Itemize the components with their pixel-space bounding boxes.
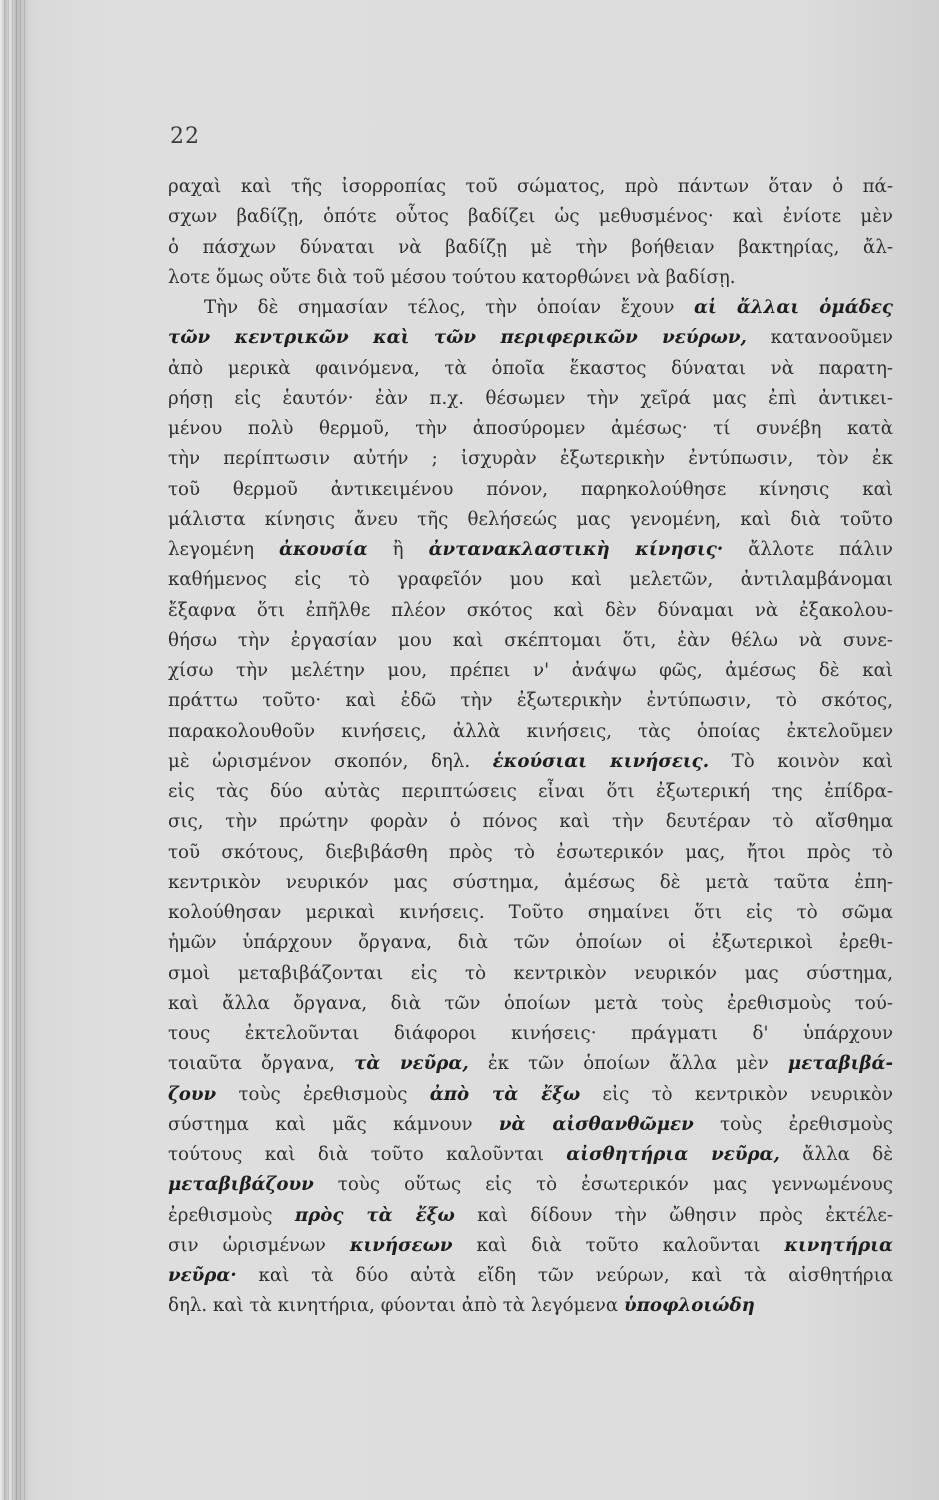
- text-run: εἰς τὰς δύο αὐτὰς περιπτώσεις εἶναι ὅτι ἐξωτερική της ἐπίδρα-: [168, 781, 893, 802]
- text-run: ὁ πάσχων δύναται νὰ βαδίζῃ μὲ τὴν βοήθειαν βακτηρίας, ἄλ-: [168, 236, 893, 258]
- text-line: [168, 959, 893, 989]
- text-run: σμοὶ μεταβιβάζονται εἰς τὸ κεντρικὸν νευρικόν μας σύστημα,: [168, 962, 893, 984]
- text-line: [168, 505, 893, 535]
- text-run: μάλιστα κίνησις ἄνευ τῆς θελήσεώς μας γενομένη, καὶ διὰ τοῦτο: [168, 508, 893, 530]
- page-number: 22: [170, 124, 200, 149]
- text-line: [168, 1170, 893, 1200]
- text-run: Τὴν δὲ σημασίαν τέλος, τὴν ὁποίαν ἔχουν: [204, 297, 695, 318]
- text-line: [168, 233, 893, 263]
- text-run: ρήσῃ εἰς ἑαυτόν· ἐὰν π.χ. θέσωμεν τὴν χεῖρά μας ἐπὶ ἀντικει-: [168, 387, 893, 409]
- text-line: [168, 898, 893, 928]
- text-line: [168, 1049, 893, 1079]
- text-line: [168, 838, 893, 868]
- text-run: δηλ. καὶ τὰ κινητήρια, φύονται ἀπὸ τὰ λεγόμενα: [168, 1295, 624, 1317]
- text-run: μὲ ὡρισμένον σκοπόν, δηλ.: [168, 750, 493, 772]
- emphasized-term: ἑκούσιαι κινήσεις.: [492, 750, 710, 772]
- text-run: τὴν περίπτωσιν αὐτήν ; ἰσχυρὰν ἐξωτερικὴν ἐντύπωσιν, τὸν ἐκ: [168, 448, 893, 470]
- text-line: [168, 1140, 893, 1170]
- text-run: καὶ τὰ δύο αὐτὰ εἴδη τῶν νεύρων, καὶ τὰ αἰσθητήρια: [236, 1265, 893, 1286]
- page-edge-stack: [4, 0, 26, 1500]
- text-run: κολούθησαν μερικαὶ κινήσεις. Τοῦτο σημαίνει ὅτι εἰς τὸ σῶμα: [168, 902, 893, 923]
- text-run: ἄλλα δὲ: [779, 1144, 894, 1165]
- emphasized-term: αἰσθητήρια νεῦρα,: [566, 1144, 780, 1165]
- text-run: ἐκ τῶν ὁποίων ἄλλα μὲν: [468, 1053, 788, 1075]
- text-run: Τὸ κοινὸν καὶ: [709, 750, 893, 772]
- text-run: σχων βαδίζῃ, ὁπότε οὗτος βαδίζει ὡς μεθυσμένος· καὶ ἐνίοτε μὲν: [168, 206, 893, 228]
- emphasized-term: πρὸς τὰ ἔξω: [294, 1204, 455, 1226]
- text-run: καὶ ἄλλα ὄργανα, διὰ τῶν ὁποίων μετὰ τοὺς ἐρεθισμοὺς τού-: [168, 992, 893, 1014]
- text-line: [168, 656, 893, 686]
- text-run: λοτε ὅμως οὔτε διὰ τοῦ μέσου τούτου κατορθώνει νὰ βαδίσῃ.: [168, 266, 736, 288]
- emphasized-term: μεταβιβάζουν: [168, 1174, 314, 1196]
- text-run: εἰς τὸ κεντρικὸν νευρικὸν: [580, 1083, 894, 1105]
- emphasized-term: ἀπὸ τὰ ἔξω: [429, 1083, 581, 1105]
- emphasized-term: νὰ αἰσθανθῶμεν: [498, 1113, 694, 1135]
- text-run: ἡμῶν ὑπάρχουν ὄργανα, διὰ τῶν ὁποίων οἱ ἐξωτερικοὶ ἐρεθι-: [168, 932, 893, 954]
- text-run: καὶ διὰ τοῦτο καλοῦνται: [452, 1234, 785, 1256]
- text-line: [168, 172, 893, 202]
- text-run: καθήμενος εἰς τὸ γραφεῖόν μου καὶ μελετῶν, ἀντιλαμβάνομαι: [168, 569, 893, 591]
- emphasized-term: ἀντανακλαστικὴ κίνησις·: [428, 539, 724, 560]
- text-run: σύστημα καὶ μᾶς κάμνουν: [168, 1113, 499, 1135]
- text-run: παρακολουθοῦν κινήσεις, ἀλλὰ κινήσεις, τὰς ὁποίας ἐκτελοῦμεν: [168, 720, 893, 742]
- text-line: [168, 475, 893, 505]
- text-line: [168, 989, 893, 1019]
- text-run: μένου πολὺ θερμοῦ, τὴν ἀποσύρομεν ἀμέσως· τί συνέβη κατὰ: [168, 418, 893, 439]
- text-run: ἐρεθισμοὺς: [168, 1204, 295, 1226]
- text-line: [168, 807, 893, 837]
- text-run: σιν ὡρισμένων: [168, 1234, 350, 1256]
- text-run: θήσω τὴν ἐργασίαν μου καὶ σκέπτομαι ὅτι, ἐὰν θέλω νὰ συνε-: [168, 629, 893, 651]
- text-line: [168, 1201, 893, 1231]
- text-run: τοῦ σκότους, διεβιβάσθη πρὸς τὸ ἐσωτερικόν μας, ἤτοι πρὸς τὸ: [168, 841, 893, 863]
- text-run: ἢ: [367, 539, 429, 560]
- text-line: [168, 928, 893, 958]
- text-run: τούτους καὶ διὰ τοῦτο καλοῦνται: [168, 1144, 567, 1165]
- text-run: καὶ δίδουν τὴν ὤθησιν πρὸς ἐκτέλε-: [454, 1204, 893, 1226]
- text-run: σις, τὴν πρώτην φορὰν ὁ πόνος καὶ τὴν δευτέραν τὸ αἴσθημα: [168, 811, 893, 833]
- text-run: ἄλλοτε πάλιν: [723, 539, 893, 560]
- emphasized-term: ζουν: [168, 1083, 217, 1105]
- emphasized-term: τῶν κεντρικῶν καὶ τῶν περιφερικῶν νεύρων,: [168, 327, 747, 349]
- text-line: [168, 384, 893, 414]
- emphasized-term: κινητήρια: [784, 1234, 894, 1256]
- text-run: τοὺς ἐρεθισμοὺς: [216, 1083, 430, 1105]
- body-text: [168, 172, 893, 1322]
- text-line: [168, 747, 893, 777]
- emphasized-term: κινήσεων: [349, 1234, 453, 1256]
- text-line: [168, 596, 893, 626]
- text-line: [168, 1019, 893, 1049]
- text-line: [168, 535, 893, 565]
- text-line: [168, 202, 893, 232]
- text-run: κεντρικὸν νευρικόν μας σύστημα, ἀμέσως δὲ μετὰ ταῦτα ἐπη-: [168, 871, 893, 893]
- emphasized-term: νεῦρα·: [168, 1265, 237, 1286]
- text-run: πράττω τοῦτο· καὶ ἐδῶ τὴν ἐξωτερικὴν ἐντύπωσιν, τὸ σκότος,: [168, 690, 893, 712]
- text-line: [168, 626, 893, 656]
- text-run: ἔξαφνα ὅτι ἐπῆλθε πλέον σκότος καὶ δὲν δύναμαι νὰ ἐξακολου-: [168, 599, 893, 621]
- text-run: τοὺς οὕτως εἰς τὸ ἐσωτερικόν μας γεννωμένους: [313, 1174, 893, 1196]
- text-line: [168, 444, 893, 474]
- text-line: [168, 868, 893, 898]
- emphasized-term: ἀκουσία: [279, 539, 368, 560]
- text-line: [168, 1110, 893, 1140]
- text-run: ἀπὸ μερικὰ φαινόμενα, τὰ ὁποῖα ἕκαστος δύναται νὰ παρατη-: [168, 357, 893, 379]
- emphasized-term: τὰ νεῦρα,: [354, 1053, 469, 1075]
- text-run: τοὺς ἐρεθισμοὺς: [693, 1113, 893, 1135]
- text-line: [168, 414, 893, 444]
- text-line: [168, 565, 893, 595]
- emphasized-term: μεταβιβά-: [787, 1053, 893, 1075]
- text-run: λεγομένη: [168, 539, 279, 560]
- text-line: [168, 1261, 893, 1291]
- emphasized-term: αἱ ἄλλαι ὁμάδες: [694, 297, 893, 318]
- text-line: [168, 1291, 893, 1321]
- text-run: κατανοοῦμεν: [746, 327, 893, 349]
- text-line: [168, 777, 893, 807]
- text-run: τοῦ θερμοῦ ἀντικειμένου πόνον, παρηκολούθησε κίνησις καὶ: [168, 478, 893, 500]
- text-line: [168, 323, 893, 353]
- text-run: τοιαῦτα ὄργανα,: [168, 1053, 355, 1075]
- text-run: χίσω τὴν μελέτην μου, πρέπει ν' ἀνάψω φῶς, ἀμέσως δὲ καὶ: [168, 660, 893, 681]
- emphasized-term: ὑποφλοιώδη: [623, 1295, 755, 1317]
- text-line: [168, 717, 893, 747]
- text-line: [168, 263, 893, 293]
- text-line: [168, 686, 893, 716]
- text-line: [168, 293, 893, 323]
- text-run: ραχαὶ καὶ τῆς ἰσορροπίας τοῦ σώματος, πρὸ πάντων ὅταν ὁ πά-: [168, 176, 893, 197]
- text-line: [168, 1080, 893, 1110]
- text-line: [168, 1231, 893, 1261]
- text-run: τους ἐκτελοῦνται διάφοροι κινήσεις· πράγματι δ' ὑπάρχουν: [168, 1023, 893, 1044]
- text-line: [168, 354, 893, 384]
